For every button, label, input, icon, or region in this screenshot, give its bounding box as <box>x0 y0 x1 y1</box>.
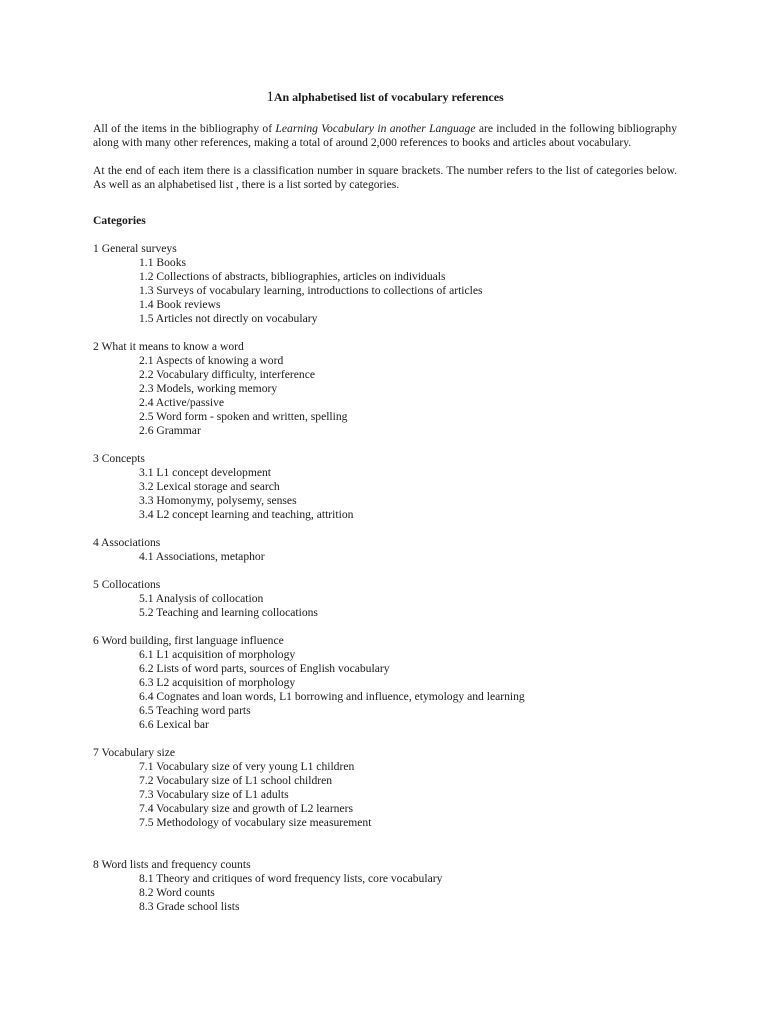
subcategory-item: 1.1 Books <box>139 256 187 269</box>
subcategory-item: 7.5 Methodology of vocabulary size measurement <box>139 816 372 829</box>
category-group <box>93 634 677 732</box>
subcategory-item: 7.3 Vocabulary size of L1 adults <box>139 788 289 801</box>
category-title: 7 Vocabulary size <box>93 746 175 759</box>
subcategory-item: 3.1 L1 concept development <box>139 466 271 479</box>
title-text: An alphabetised list of vocabulary references <box>273 90 504 104</box>
subcategory-item: 8.1 Theory and critiques of word frequency lists, core vocabulary <box>139 872 443 885</box>
category-group <box>93 340 677 438</box>
subcategory-item: 2.1 Aspects of knowing a word <box>139 354 284 367</box>
subcategory-item: 2.3 Models, working memory <box>139 382 278 395</box>
document-title <box>93 88 677 106</box>
subcategory-item: 1.4 Book reviews <box>139 298 221 311</box>
intro-paragraph-2: At the end of each item there is a classification number in square brackets. The number refers to the list of categories below. As well as an alphabetised list , there is a list sorted by categories. <box>93 164 677 191</box>
subcategory-item: 4.1 Associations, metaphor <box>139 550 265 563</box>
category-group <box>93 452 677 522</box>
category-group <box>93 536 677 564</box>
subcategory-item: 6.3 L2 acquisition of morphology <box>139 676 296 689</box>
subcategory-item: 7.4 Vocabulary size and growth of L2 learners <box>139 802 353 815</box>
category-title: 8 Word lists and frequency counts <box>93 858 251 871</box>
intro-text: are included in the following bibliography along with many other references, making a total of around 2,000 references to books and articles about vocabulary. <box>93 122 678 149</box>
subcategory-item: 7.2 Vocabulary size of L1 school children <box>139 774 333 787</box>
subcategory-item: 8.3 Grade school lists <box>139 900 240 913</box>
category-group <box>93 858 677 914</box>
subcategory-item: 2.6 Grammar <box>139 424 201 437</box>
category-title: 2 What it means to know a word <box>93 340 244 353</box>
subcategory-item: 5.2 Teaching and learning collocations <box>139 606 318 619</box>
subcategory-item: 6.4 Cognates and loan words, L1 borrowing and influence, etymology and learning <box>139 690 525 703</box>
subcategory-item: 6.6 Lexical bar <box>139 718 209 731</box>
subcategory-item: 2.4 Active/passive <box>139 396 225 409</box>
category-group <box>93 242 677 326</box>
categories-list <box>93 242 677 914</box>
category-title: 1 General surveys <box>93 242 177 255</box>
subcategory-item: 2.5 Word form - spoken and written, spelling <box>139 410 348 423</box>
category-group <box>93 578 677 620</box>
intro-paragraph-1 <box>93 122 677 150</box>
category-group <box>93 746 677 830</box>
subcategory-item: 8.2 Word counts <box>139 886 215 899</box>
subcategory-item: 1.3 Surveys of vocabulary learning, introductions to collections of articles <box>139 284 483 297</box>
subcategory-item: 5.1 Analysis of collocation <box>139 592 264 605</box>
subcategory-item: 3.2 Lexical storage and search <box>139 480 280 493</box>
subcategory-item: 3.4 L2 concept learning and teaching, attrition <box>139 508 354 521</box>
subcategory-item: 1.5 Articles not directly on vocabulary <box>139 312 318 325</box>
subcategory-item: 3.3 Homonymy, polysemy, senses <box>139 494 297 507</box>
document-page <box>93 88 677 928</box>
title-number: 1 <box>266 89 274 105</box>
categories-heading: Categories <box>93 214 146 227</box>
subcategory-item: 6.2 Lists of word parts, sources of English vocabulary <box>139 662 390 675</box>
intro-text: All of the items in the bibliography of <box>93 122 276 135</box>
subcategory-item: 2.2 Vocabulary difficulty, interference <box>139 368 315 381</box>
subcategory-item: 6.1 L1 acquisition of morphology <box>139 648 296 661</box>
category-title: 6 Word building, first language influence <box>93 634 284 647</box>
subcategory-item: 6.5 Teaching word parts <box>139 704 251 717</box>
category-title: 3 Concepts <box>93 452 145 465</box>
category-title: 4 Associations <box>93 536 161 549</box>
subcategory-item: 7.1 Vocabulary size of very young L1 children <box>139 760 355 773</box>
book-title: Learning Vocabulary in another Language <box>275 122 476 135</box>
subcategory-item: 1.2 Collections of abstracts, bibliographies, articles on individuals <box>139 270 446 283</box>
category-title: 5 Collocations <box>93 578 161 591</box>
